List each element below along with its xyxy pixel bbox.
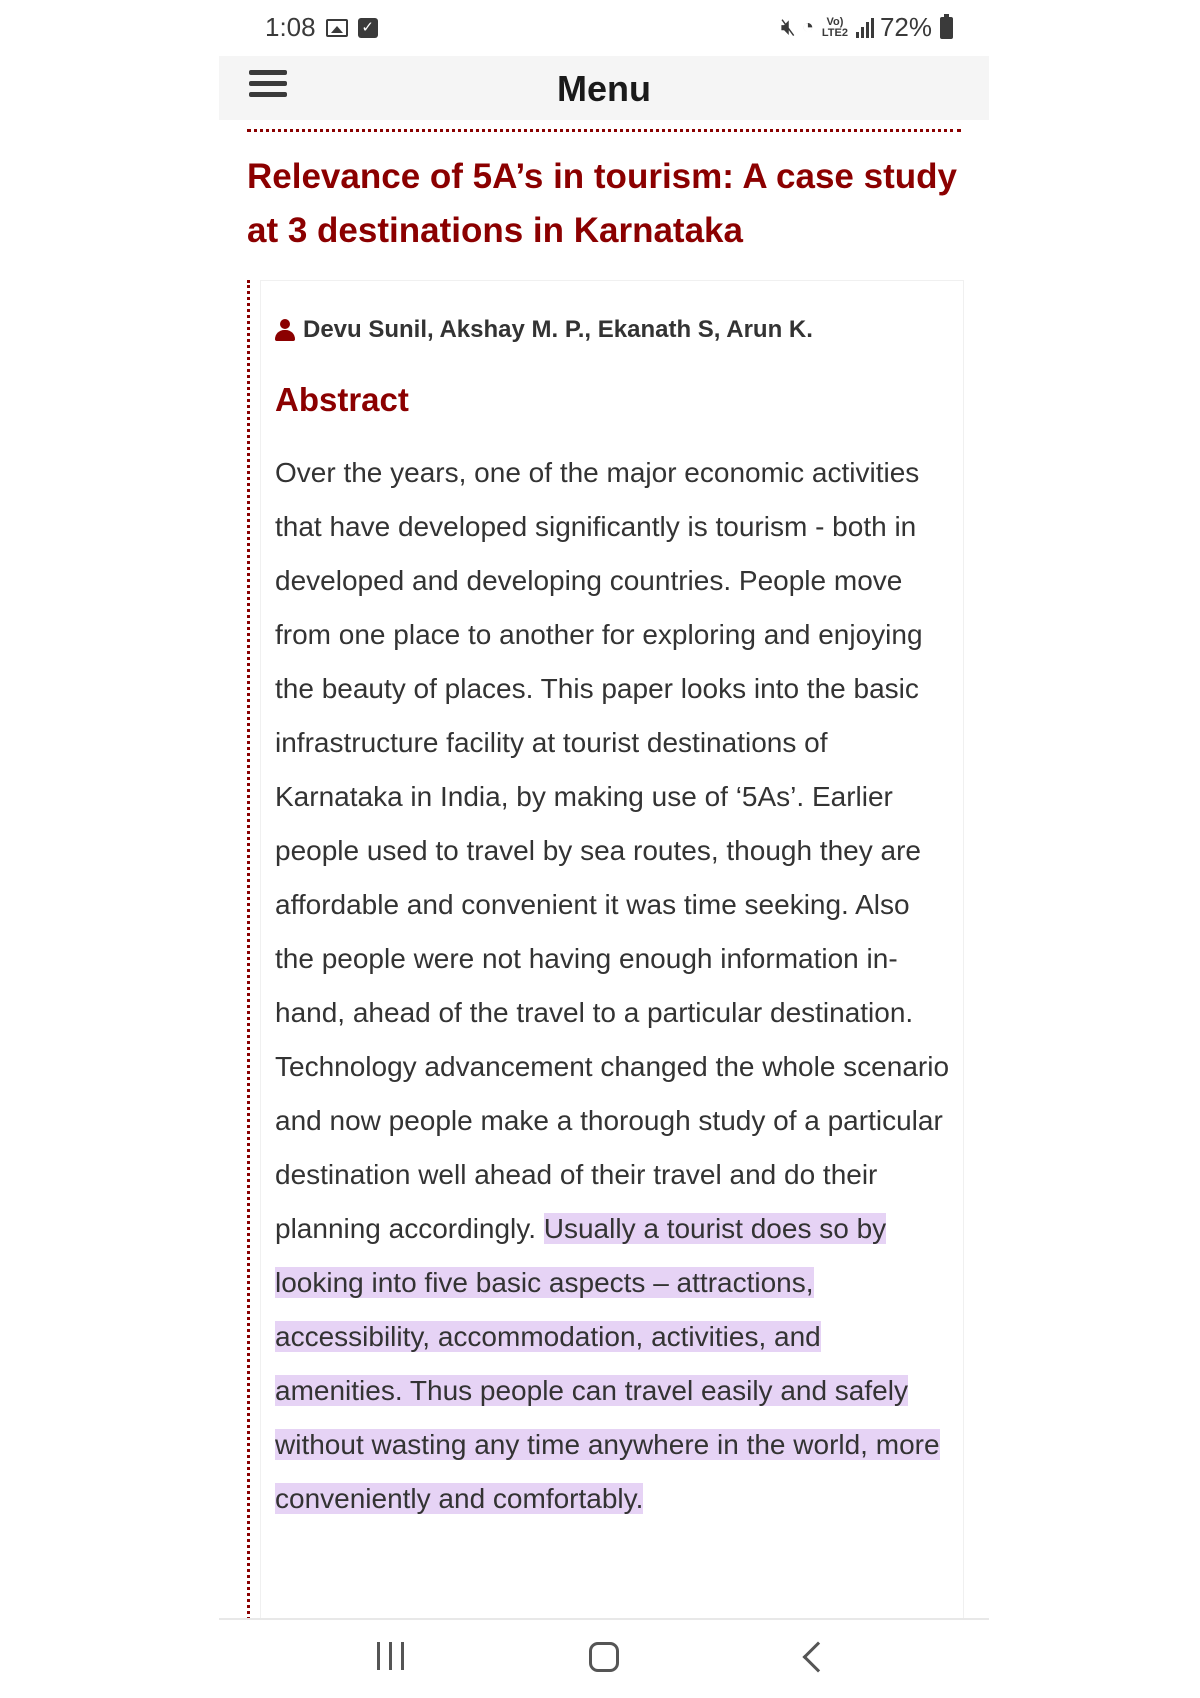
- wifi-icon: ◔: [801, 16, 814, 38]
- system-nav-bar: [219, 1618, 989, 1698]
- abstract-text-plain: Over the years, one of the major economic activities that have developed significantly is tourism - both in developed and developing countries. People move from one place to another for exploring and enjoying the beauty of places. This paper looks into the basic infrastructure facility at tourist destinations of Karnataka in India, by making use of ‘5As’. Earlier people used to travel by sea routes, though they are affordable and convenient it was time seeking. Also the people were not having enough information in-hand, ahead of the travel to a particular destination. Technology advancement changed the whole scenario and now people make a thorough study of a particular destination well ahead of their travel and do their planning accordingly.: [275, 457, 950, 1244]
- battery-percent: 72%: [879, 12, 932, 42]
- lte-icon: Vo) LTE2: [821, 15, 848, 39]
- back-icon[interactable]: [802, 1641, 833, 1672]
- battery-icon: [940, 17, 953, 39]
- user-icon: [275, 319, 295, 341]
- mute-icon: 🔇︎: [780, 13, 796, 41]
- article-card: [260, 280, 964, 1620]
- title-divider: [247, 129, 961, 132]
- status-bar: [219, 0, 989, 56]
- abstract-text: [275, 446, 955, 1526]
- menu-title[interactable]: Menu: [557, 68, 651, 109]
- article-title: Relevance of 5A’s in tourism: A case study at 3 destinations in Karnataka: [247, 157, 957, 250]
- signal-icon: [856, 18, 874, 38]
- article-content: [247, 280, 961, 1620]
- image-icon: [326, 19, 348, 37]
- abstract-heading: Abstract: [275, 381, 409, 418]
- status-right: [781, 12, 953, 43]
- app-header: [219, 56, 989, 120]
- check-icon: ✓: [358, 18, 378, 38]
- status-time: 1:08: [265, 12, 316, 42]
- abstract-text-highlighted[interactable]: Usually a tourist does so by looking into five basic aspects – attractions, accessibility, accommodation, activities, and amenities. Thus people can travel easily and safely without wasting any time anywhere in the world, more conveniently and comfortably.: [275, 1213, 940, 1514]
- status-left: [265, 12, 378, 43]
- author-names: Devu Sunil, Akshay M. P., Ekanath S, Arun K.: [303, 316, 813, 343]
- home-icon[interactable]: [589, 1642, 619, 1672]
- recents-icon[interactable]: [377, 1642, 404, 1670]
- author-line: [275, 316, 813, 344]
- phone-screen: [219, 0, 989, 1698]
